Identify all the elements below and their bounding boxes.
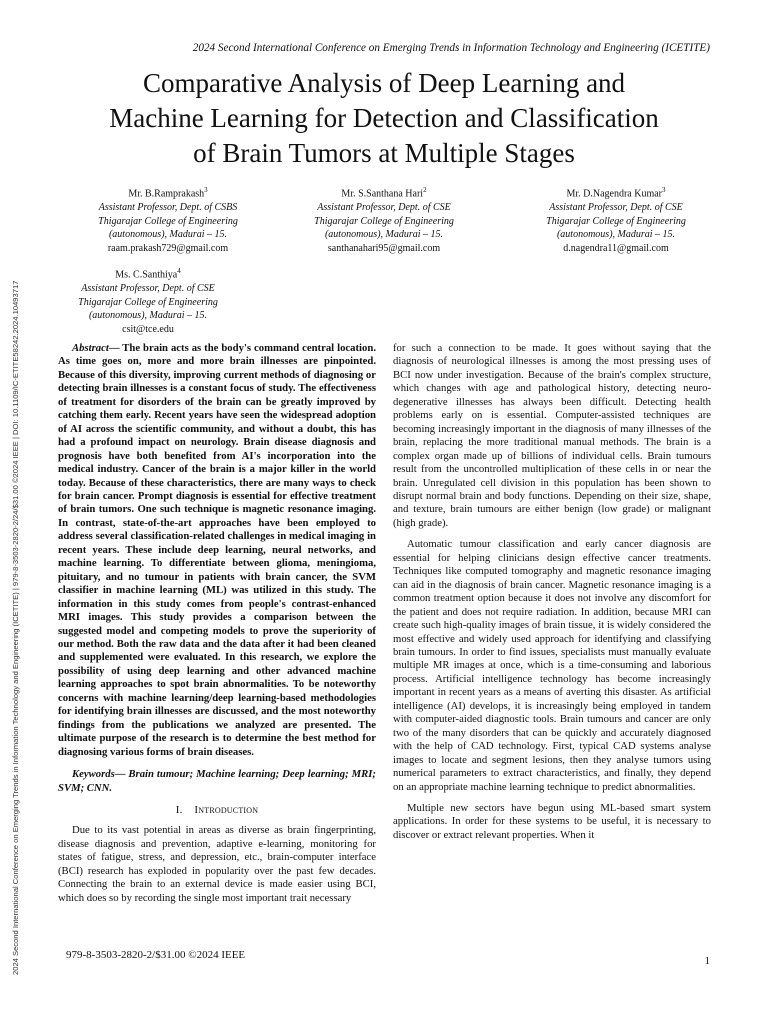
doi-side-note-text: 2024 Second International Conference on Emerging Trends in Information Technology and Engineering (ICETITE) | 979-8-3503-2820-2/24/$31.00 ©2024 IEEE | DOI: 10.1109/IC-ETITE58242.2024.10493717 xyxy=(11,280,20,975)
body-paragraph: Automatic tumour classification and early cancer diagnosis are essential for helping clinicians design effective cancer treatments. Techniques like computed tomography and magnetic resonance imaging can aid in the diagnosis of brain cancer. Magnetic resonance imaging is a common treatment option because it does not involve any discomfort for the patient and does not require radiation. In addition, because MRI can create such high-quality images of brain tissue, it is widely considered the most effective and widely used approach for identifying and classifying brain tumours. In order to find issues, specialists must manually evaluate multiple MR images at once, which is a time-consuming and laborious process. Artificial intelligence technology has become increasingly important in recent years as a means of averting this disaster. As artificial intelligence (AI) develops, it is increasingly being employed in tandem with computer-aided diagnostic tools. Brain tumours and cancer are only two of the many disorders that can be quickly and accurately diagnosed with the help of CAD technology. First, typical CAD systems analyse images to locate and segment lesions, then they analyse tumors using numerical parameters to extract characteristics, and finally, they depend on an appropriate machine learning technique to predict abnormalities. xyxy=(393,538,711,793)
author-location: (autonomous), Madurai – 15. xyxy=(108,229,228,241)
keywords: Keywords— Brain tumour; Machine learning; Deep learning; MRI; SVM; CNN. xyxy=(58,768,376,794)
author-location: (autonomous), Madurai – 15. xyxy=(324,229,444,241)
copyright-footer: 979-8-3503-2820-2/$31.00 ©2024 IEEE xyxy=(66,949,246,961)
title-line: Comparative Analysis of Deep Learning and xyxy=(142,68,626,98)
author-org: Thigarajar College of Engineering xyxy=(78,296,218,308)
author-org: Thigarajar College of Engineering xyxy=(546,215,686,227)
section-title: Introduction xyxy=(194,803,259,816)
section-number: I. xyxy=(175,803,183,816)
author-location: (autonomous), Madurai – 15. xyxy=(88,310,208,322)
author-email[interactable]: santhanahari95@gmail.com xyxy=(327,242,441,254)
right-column xyxy=(393,342,711,842)
author-email[interactable]: d.nagendra11@gmail.com xyxy=(563,242,669,254)
author-block xyxy=(48,265,248,336)
author-name: Ms. C.Santhiya$^4$ xyxy=(115,267,181,281)
author-name: Mr. D.Nagendra Kumar$^3$ xyxy=(566,186,666,200)
body-paragraph: Multiple new sectors have begun using ML-based smart system applications. In order for these systems to be useful, it is necessary to discover or extract relevant properties. When it xyxy=(393,801,711,841)
page-number: 1 xyxy=(704,955,710,967)
author-name: Mr. S.Santhana Hari$^2$ xyxy=(341,186,427,200)
abstract-text: The brain acts as the body's command central location. As time goes on, more and more brain illnesses are pinpointed. Because of this diversity, improving current methods of diagnosing or detecting brain illnesses is a constant focus of study. The effectiveness of treatment for disorders of the brain can be greatly improved by catching them early. Recent years have seen the widespread adoption of AI across the scientific community, and without a doubt, this has had a profound impact on neurology. Brain disease diagnosis and prognosis have both benefited from AI's incorporation into the medical industry. Cancer of the brain is a major killer in the world today. Because of these characteristics, there are many ways to check for brain cancer. Prompt diagnosis is essential for effective treatment of brain tumors. One such technique is magnetic resonance imaging. In contrast, state-of-the-art approaches have been employed to address several classification-related challenges in medical imaging in recent years. These include deep learning, neural networks, and machine learning. To differentiate between glioma, meningioma, pituitary, and no tumour in patients with brain cancer, the SVM classifier in machine learning (ML) was utilized in this study. The information in this study comes from people's contrast-enhanced MRI images. This study provides a comparison between the suggested model and competing models to prove the superiority of our method. Both the raw data and the data after it had been cleaned and supplemented were evaluated. In this research, we explore the possibility of using deep learning and other advanced machine learning approaches to spot brain abnormalities. To be noteworthy concerns with machine learning/deep learning-based methodologies for identifying brain illnesses are discussed, and the most noteworthy findings from the publications we analyzed are presented. The ultimate purpose of the research is to determine the best method for diagnosing various forms of brain diseases. xyxy=(58,342,376,758)
author-block xyxy=(516,184,716,255)
author-org: Thigarajar College of Engineering xyxy=(314,215,454,227)
author-block xyxy=(284,184,484,255)
keywords-text: Brain tumour; Machine learning; Deep learning; MRI; SVM; CNN. xyxy=(58,768,376,794)
author-location: (autonomous), Madurai – 15. xyxy=(556,229,676,241)
body-paragraph: for such a connection to be made. It goes without saying that the diagnosis of neurological illnesses is among the most pressing uses of BCI now under investigation. Because of the brain's complex structure, which changes with age and pathological history, detecting neuro-degenerative illnesses has always been difficult. Detecting health problems early on is essential. Computer-assisted techniques are becoming increasingly important in the diagnosis of many illnesses of the brain, replacing the more traditional manual methods. The brain is a complex organ made up of billions of individual cells. Brain tumours result from the uncontrolled multiplication of these cells in or near the brain. Unregulated cell division in this population has been shown to disrupt normal brain and body functions. Depending on their size, shape, and texture, brain tumours are either benign (low grade) or malignant (high grade). xyxy=(393,342,711,529)
paper-title xyxy=(40,66,728,171)
author-role: Assistant Professor, Dept. of CSE xyxy=(549,201,683,213)
author-email[interactable]: csit@tce.edu xyxy=(122,323,174,335)
body-paragraph: Due to its vast potential in areas as diverse as brain fingerprinting, disease diagnosis and prevention, adaptive e-learning, monitoring for states of fatigue, stress, and depression, etc., brain-computer interface (BCI) research has exploded in popularity over the past few decades. Connecting the brain to an external device is made easier using BCI, which does so by recording the single most important trait necessary xyxy=(58,824,376,904)
left-column xyxy=(58,342,376,905)
author-email[interactable]: raam.prakash729@gmail.com xyxy=(107,242,229,254)
doi-side-note xyxy=(7,145,21,975)
author-role: Assistant Professor, Dept. of CSE xyxy=(81,282,215,294)
author-role: Assistant Professor, Dept. of CSBS xyxy=(98,201,238,213)
conference-header: 2024 Second International Conference on Emerging Trends in Information Technology and Engineering (ICETITE) xyxy=(192,42,710,54)
author-name: Mr. B.Ramprakash$^3$ xyxy=(128,186,208,200)
title-line: of Brain Tumors at Multiple Stages xyxy=(193,138,575,168)
author-role: Assistant Professor, Dept. of CSE xyxy=(317,201,451,213)
keywords-label: Keywords xyxy=(72,768,115,781)
author-block xyxy=(68,184,268,255)
abstract-label: Abstract xyxy=(72,342,109,354)
section-heading-introduction xyxy=(58,804,376,817)
title-line: Machine Learning for Detection and Classification xyxy=(109,103,659,133)
author-org: Thigarajar College of Engineering xyxy=(98,215,238,227)
abstract: Abstract— The brain acts as the body's command central location. As time goes on, more and more brain illnesses are pinpointed. Because of this diversity, improving current methods of diagnosing or detecting brain illnesses is a constant focus of study. The effectiveness of treatment for disorders of the brain can be greatly improved by catching them early. Recent years have seen the widespread adoption of AI across the scientific community, and without a doubt, this has had a profound impact on neurology. Brain disease diagnosis and prognosis have both benefited from AI's incorporation into the medical industry. Cancer of the brain is a major killer in the world today. Because of these characteristics, there are many ways to check for brain cancer. Prompt diagnosis is essential for effective treatment of brain tumors. One such technique is magnetic resonance imaging. In contrast, state-of-the-art approaches have been employed to address several classification-related challenges in medical imaging in recent years. These include deep learning, neural networks, and machine learning. To differentiate between glioma, meningioma, pituitary, and no tumour in patients with brain cancer, the SVM classifier in machine learning (ML) was utilized in this study. The information in this study comes from people's contrast-enhanced MRI images. This study provides a comparison between the suggested model and competing models to prove the superiority of our method. Both the raw data and the data after it had been cleaned and supplemented were evaluated. In this research, we explore the possibility of using deep learning and other advanced machine learning approaches to spot brain abnormalities. To be noteworthy concerns with machine learning/deep learning-based methodologies for identifying brain illnesses are discussed, and the most noteworthy findings from the publications we analyzed are presented. The ultimate purpose of the research is to determine the best method for diagnosing various forms of brain diseases. xyxy=(58,342,376,758)
